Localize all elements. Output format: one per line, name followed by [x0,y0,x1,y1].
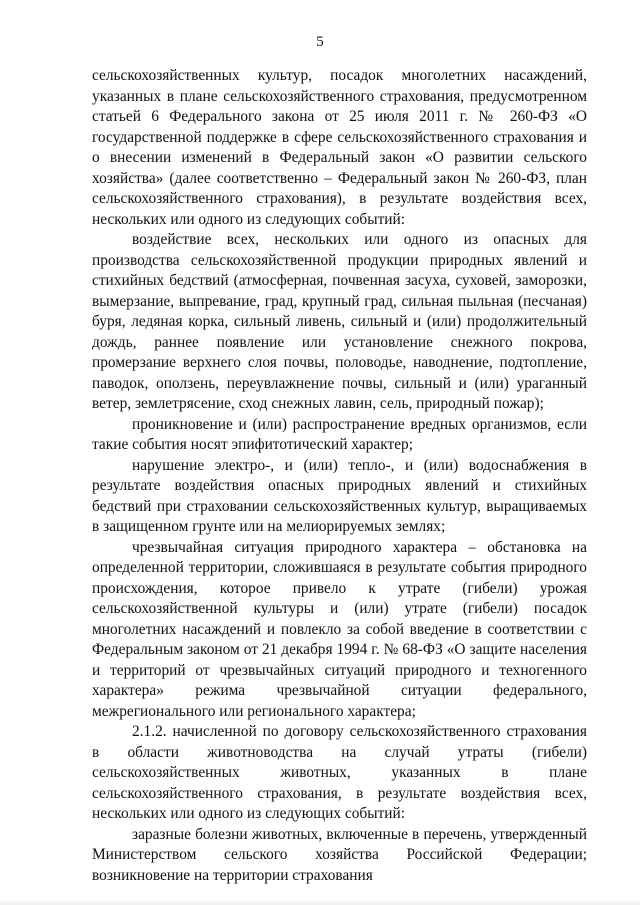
paragraph-natural-hazards: воздействие всех, нескольких или одного из опасных для производства сельскохозяйственной продукции природных явлений и стихийных бедствий (атмосферная, почвенная засуха, суховей, заморозки, вымерзание, выпревание, град, крупный град, сильная пыльная (песчаная) буря, ледяная корка, сильный ливень, сильный и (или) продолжительный дождь, раннее появление или установление снежного покрова, промерзание верхнего слоя почвы, половодье, наводнение, подтопление, паводок, оползень, переувлажнение почвы, сильный и (или) ураганный ветер, землетрясение, сход снежных лавин, сель, природный пожар); [92,231,587,412]
document-body [92,66,587,886]
paragraph-pests: проникновение и (или) распространение вредных организмов, если такие события носят эпифитотический характер; [92,415,587,453]
page-number: 5 [316,34,324,50]
paragraph-continuation: сельскохозяйственных культур, посадок многолетних насаждений, указанных в плане сельскохозяйственного страхования, предусмотренном статьей 6 Федерального закона от 25 июля 2011 г. № 260-ФЗ «О государственной поддержке в сфере сельскохозяйственного страхования и о внесении изменений в Федеральный закон «О развитии сельского хозяйства» (далее соответственно – Федеральный закон № 260-ФЗ, план сельскохозяйственного страхования), в результате воздействия всех, нескольких или одного из следующих событий: [92,67,587,228]
page-bottom-edge [0,899,640,905]
paragraph-clause-2-1-2: 2.1.2. начисленной по договору сельскохозяйственного страхования в области животноводства на случай утраты (гибели) сельскохозяйственных животных, указанных в плане сельскохозяйственного страхования, в результате воздействия всех, нескольких или одного из следующих событий: [92,723,587,822]
paragraph-diseases: заразные болезни животных, включенные в перечень, утвержденный Министерством сельского хозяйства Российской Федерации; возникновение на территории страхования [92,825,587,884]
paragraph-emergency: чрезвычайная ситуация природного характера – обстановка на определенной территории, сложившаяся в результате события природного происхождения, которое привело к утрате (гибели) урожая сельскохозяйственной культуры и (или) утрате (гибели) посадок многолетних насаждений и повлекло за собой введение в соответствии с Федеральным законом от 21 декабря 1994 г. № 68-ФЗ «О защите населения и территорий от чрезвычайных ситуаций природного и техногенного характера» режима чрезвычайной ситуации федерального, межрегионального или регионального характера; [92,538,587,720]
paragraph-utilities: нарушение электро-, и (или) тепло-, и (или) водоснабжения в результате воздействия опасных природных явлений и стихийных бедствий при страховании сельскохозяйственных культур, выращиваемых в защищенном грунте или на мелиорируемых землях; [92,456,587,535]
